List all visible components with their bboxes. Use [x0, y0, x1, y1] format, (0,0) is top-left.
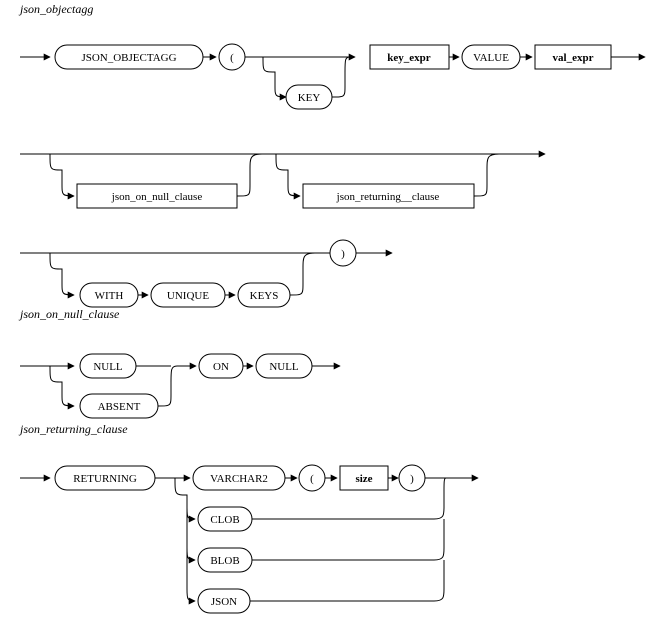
node-clob-label: CLOB	[210, 514, 240, 526]
caption-json-on-null-clause: json_on_null_clause	[20, 307, 120, 321]
rail-2-onnull-in	[50, 154, 74, 196]
rail-5-blob-out	[252, 519, 444, 560]
row-5-group	[20, 465, 478, 613]
rail-key-in	[275, 86, 286, 97]
rail-2-returning-in	[276, 154, 300, 196]
rail-5-json-out	[250, 560, 444, 601]
row-3-group	[20, 240, 392, 307]
row-4-group	[20, 354, 340, 418]
rail-key-down	[263, 57, 275, 86]
node-keys-label: KEYS	[249, 290, 279, 302]
rail-2-onnull-out	[237, 154, 262, 196]
node-varchar2-label: VARCHAR2	[210, 473, 268, 485]
node-key-label: KEY	[297, 92, 321, 104]
node-null-1-label: NULL	[93, 361, 123, 373]
rail-key-up	[332, 57, 350, 97]
rail-3-with-in	[50, 253, 74, 295]
node-lparen-1-label: (	[230, 52, 234, 64]
rail-4-absent-in	[50, 366, 74, 406]
caption-json-returning-clause: json_returning_clause	[20, 422, 128, 436]
node-null-2-label: NULL	[269, 361, 299, 373]
rail-3-with-out	[290, 253, 315, 295]
node-json-label: JSON	[210, 596, 238, 608]
node-returning-label: RETURNING	[73, 473, 137, 485]
row-1-group	[20, 44, 645, 109]
node-on-label: ON	[213, 361, 229, 373]
rail-4-absent-out	[158, 366, 177, 406]
rail-2-returning-out	[474, 154, 499, 196]
node-blob-label: BLOB	[210, 555, 240, 567]
rail-5-blob-in	[187, 507, 195, 560]
rail-5-clob-in	[175, 478, 195, 519]
node-rparen-2-label: )	[410, 473, 414, 485]
node-json-returning-clause-ref-label: json_returning__clause	[336, 191, 440, 203]
node-with-label: WITH	[94, 290, 124, 302]
node-json-on-null-clause-ref-label: json_on_null_clause	[111, 191, 203, 203]
node-size-label: size	[355, 473, 373, 485]
node-lparen-2-label: (	[310, 473, 314, 485]
rail-5-json-in	[187, 548, 195, 601]
node-key-expr-label: key_expr	[387, 52, 431, 64]
node-absent-label: ABSENT	[97, 401, 141, 413]
node-unique-label: UNIQUE	[166, 290, 210, 302]
node-val-expr-label: val_expr	[552, 52, 594, 64]
node-rparen-1-label: )	[341, 248, 345, 260]
node-json-objectagg-label: JSON_OBJECTAGG	[81, 52, 177, 64]
node-value-label: VALUE	[473, 52, 509, 64]
row-2-group	[20, 154, 545, 208]
caption-json-objectagg: json_objectagg	[20, 2, 94, 16]
